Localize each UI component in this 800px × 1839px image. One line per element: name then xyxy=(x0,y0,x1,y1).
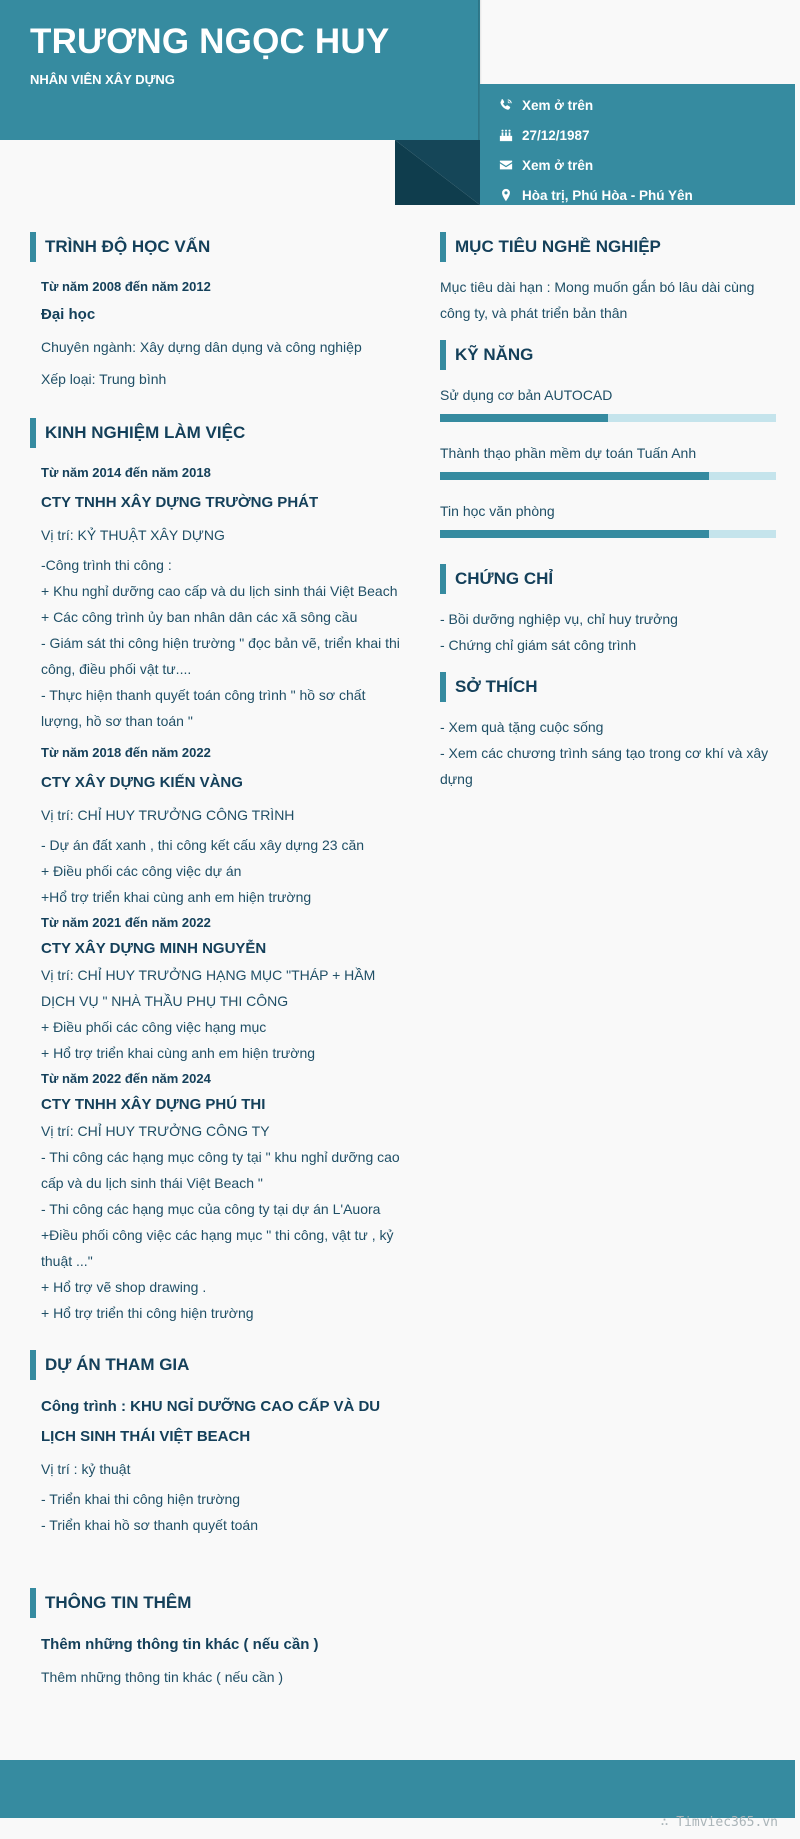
education-school: Đại học xyxy=(41,306,96,323)
certificates-section xyxy=(440,564,776,658)
objective-text: Mục tiêu dài hạn : Mong muốn gắn bó lâu dài cùng công ty, và phát triển bản thân xyxy=(440,279,755,321)
skills-section xyxy=(440,340,776,538)
certificate-line: - Chứng chỉ giám sát công trình xyxy=(440,637,637,653)
skill-item xyxy=(440,382,776,422)
job-line: Vị trí: CHỈ HUY TRƯỞNG CÔNG TRÌNH xyxy=(41,807,295,823)
certificates-title: CHỨNG CHỈ xyxy=(440,564,776,594)
objective-title: MỤC TIÊU NGHỀ NGHIỆP xyxy=(440,232,776,262)
skill-bar-fill xyxy=(440,472,709,480)
job-line: +Điều phối công việc các hạng mục " thi công, vật tư , kỷ thuật ..." xyxy=(41,1227,394,1269)
right-column xyxy=(440,232,776,814)
experience-job xyxy=(30,910,410,1066)
experience-job xyxy=(30,740,410,910)
education-period: Từ năm 2008 đến năm 2012 xyxy=(41,279,211,294)
education-section xyxy=(30,232,410,392)
job-line: -Công trình thi công : xyxy=(41,557,172,573)
job-line: - Giám sát thi công hiện trường " đọc bản vẽ, triển khai thi công, điều phối vật tư.... xyxy=(41,635,400,677)
job-line: Vị trí: KỶ THUẬT XÂY DỰNG xyxy=(41,527,225,543)
contact-email-value: Xem ở trên xyxy=(522,157,594,173)
contact-address xyxy=(499,185,693,205)
left-column xyxy=(30,232,410,1712)
job-line: - Thi công các hạng mục công ty tại " khu nghỉ dưỡng cao cấp và du lịch sinh thái Việt Beach " xyxy=(41,1149,400,1191)
job-period: Từ năm 2014 đến năm 2018 xyxy=(41,465,211,480)
job-line: - Dự án đất xanh , thi công kết cấu xây dựng 23 căn xyxy=(41,837,365,853)
skill-item xyxy=(440,440,776,480)
job-line: + Điều phối các công việc hạng mục xyxy=(41,1019,267,1035)
contact-address-value: Hòa trị, Phú Hòa - Phú Yên xyxy=(522,187,693,203)
job-period: Từ năm 2022 đến năm 2024 xyxy=(41,1071,211,1086)
skill-bar xyxy=(440,472,776,480)
projects-section xyxy=(30,1350,410,1538)
education-title: TRÌNH ĐỘ HỌC VẤN xyxy=(30,232,410,262)
skill-name: Tin học văn phòng xyxy=(440,503,555,519)
watermark: ∴ Timviec365.vn xyxy=(660,1815,778,1830)
skill-bar-fill xyxy=(440,530,709,538)
extra-section xyxy=(30,1588,410,1690)
extra-text: Thêm những thông tin khác ( nếu cần ) xyxy=(41,1669,284,1685)
job-line: - Thực hiện thanh quyết toán công trình " hồ sơ chất lượng, hồ sơ than toán " xyxy=(41,687,366,729)
job-line: + Các công trình ủy ban nhân dân các xã sông cầu xyxy=(41,609,358,625)
job-company: CTY TNHH XÂY DỰNG PHÚ THI xyxy=(41,1096,266,1113)
projects-title: DỰ ÁN THAM GIA xyxy=(30,1350,410,1380)
contact-birthday-value: 27/12/1987 xyxy=(522,127,590,143)
job-company: CTY XÂY DỰNG KIẾN VÀNG xyxy=(41,774,243,791)
skill-bar-fill xyxy=(440,414,608,422)
experience-job xyxy=(30,1066,410,1326)
certificate-line: - Bồi dưỡng nghiệp vụ, chỉ huy trưởng xyxy=(440,611,678,627)
extra-heading: Thêm những thông tin khác ( nếu cần ) xyxy=(41,1636,319,1653)
extra-item xyxy=(30,1630,410,1690)
contact-phone-value: Xem ở trên xyxy=(522,97,594,113)
hobby-line: - Xem quà tặng cuộc sống xyxy=(440,719,604,735)
contact-phone xyxy=(499,95,593,115)
candidate-name: TRƯƠNG NGỌC HUY xyxy=(30,22,390,61)
footer-band xyxy=(0,1760,795,1818)
experience-title: KINH NGHIỆM LÀM VIỆC xyxy=(30,418,410,448)
education-grade: Xếp loại: Trung bình xyxy=(41,371,167,387)
skill-name: Thành thạo phần mềm dự toán Tuấn Anh xyxy=(440,445,697,461)
job-company: CTY TNHH XÂY DỰNG TRƯỜNG PHÁT xyxy=(41,494,319,511)
hobbies-section xyxy=(440,672,776,792)
job-line: + Điều phối các công việc dự án xyxy=(41,863,242,879)
objective-section xyxy=(440,232,776,326)
experience-section xyxy=(30,418,410,1326)
skill-name: Sử dụng cơ bản AUTOCAD xyxy=(440,387,613,403)
skill-item xyxy=(440,498,776,538)
header-name-block xyxy=(0,0,480,140)
hobbies-title: SỞ THÍCH xyxy=(440,672,776,702)
project-line: - Triển khai thi công hiện trường xyxy=(41,1491,241,1507)
envelope-icon xyxy=(499,158,513,172)
education-major: Chuyên ngành: Xây dựng dân dụng và công nghiệp xyxy=(41,339,362,355)
job-line: + Khu nghỉ dưỡng cao cấp và du lịch sinh thái Việt Beach xyxy=(41,583,398,599)
project-item xyxy=(30,1392,410,1538)
contact-email xyxy=(499,155,593,175)
hobby-line: - Xem các chương trình sáng tạo trong cơ khí và xây dựng xyxy=(440,745,769,787)
candidate-job-title: NHÂN VIÊN XÂY DỰNG xyxy=(30,72,175,87)
project-line: Vị trí : kỷ thuật xyxy=(41,1461,131,1477)
education-item xyxy=(30,274,410,392)
job-line: + Hổ trợ vẽ shop drawing . xyxy=(41,1279,207,1295)
map-marker-icon xyxy=(499,188,513,202)
skill-bar xyxy=(440,414,776,422)
phone-icon xyxy=(499,98,513,112)
job-period: Từ năm 2018 đến năm 2022 xyxy=(41,745,211,760)
extra-title: THÔNG TIN THÊM xyxy=(30,1588,410,1618)
job-line: + Hổ trợ triển khai cùng anh em hiện trường xyxy=(41,1045,316,1061)
contact-birthday xyxy=(499,125,590,145)
job-period: Từ năm 2021 đến năm 2022 xyxy=(41,915,211,930)
project-line: - Triển khai hồ sơ thanh quyết toán xyxy=(41,1517,258,1533)
job-line: +Hổ trợ triển khai cùng anh em hiện trường xyxy=(41,889,312,905)
job-line: - Thi công các hạng mục của công ty tại dự án L'Auora xyxy=(41,1201,381,1217)
skill-bar xyxy=(440,530,776,538)
birthday-cake-icon xyxy=(499,128,513,142)
job-company: CTY XÂY DỰNG MINH NGUYỄN xyxy=(41,940,267,957)
job-line: + Hổ trợ triển thi công hiện trường xyxy=(41,1305,254,1321)
project-name: Công trình : KHU NGỈ DƯỠNG CAO CẤP VÀ DU LỊCH SINH THÁI VIỆT BEACH xyxy=(41,1398,381,1445)
job-line: Vị trí: CHỈ HUY TRƯỞNG CÔNG TY xyxy=(41,1123,270,1139)
job-line: Vị trí: CHỈ HUY TRƯỞNG HẠNG MỤC "THÁP + HẦM DỊCH VỤ " NHÀ THẦU PHỤ THI CÔNG xyxy=(41,967,376,1009)
skills-title: KỸ NĂNG xyxy=(440,340,776,370)
experience-job xyxy=(30,460,410,734)
